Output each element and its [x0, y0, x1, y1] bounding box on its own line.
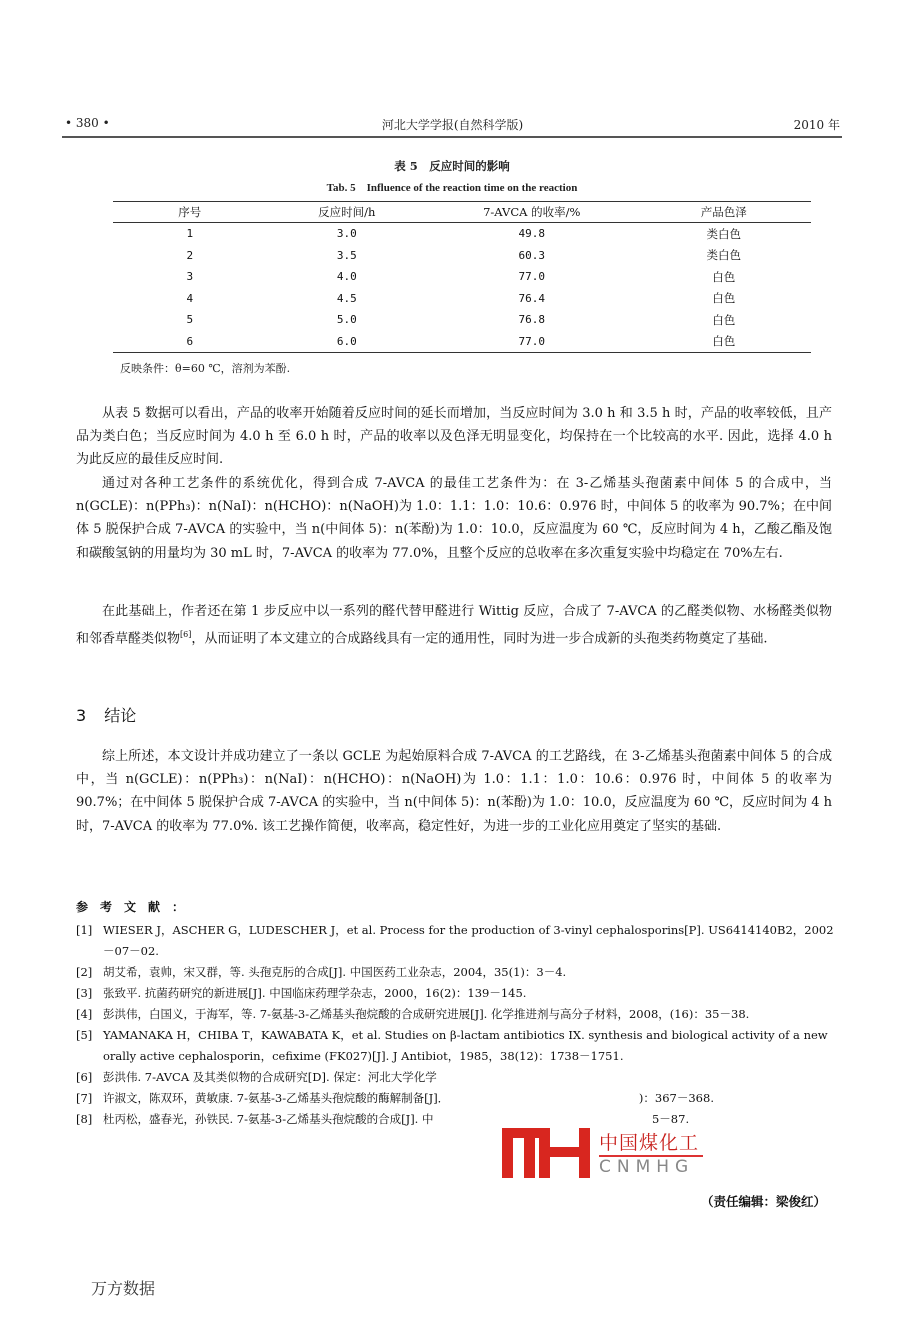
reference-text: YAMANAKA H，CHIBA T，KAWABATA K，et al. Studies on β-lactam antibiotics IX. synthesis and biological activity of a new orally active cephalosporin，cefixime (FK027)[J]. J Antibiot，1985，38(12)：1738－1751. [103, 1028, 828, 1063]
paragraph-text [76, 600, 832, 651]
cell-yield: 77.0 [518, 334, 546, 348]
cell-index: 5 [186, 313, 194, 327]
reference-index: [3] [76, 986, 93, 1000]
cell-yield: 49.8 [518, 227, 546, 241]
reference-item [76, 920, 836, 962]
column-header-time: 反应时间/h [318, 205, 376, 219]
journal-title: 河北大学学报(自然科学版) [381, 118, 524, 132]
reference-item [76, 962, 836, 983]
year: 2010 年 [793, 118, 840, 132]
table-note: 反映条件：θ=60 ℃，溶剂为苯酚. [120, 362, 291, 375]
watermark-text-en: CNMHG [599, 1157, 695, 1177]
table-row [113, 266, 811, 288]
table-row [113, 309, 811, 331]
header-rule [62, 136, 842, 138]
cell-yield: 76.8 [518, 313, 546, 327]
reference-index: [8] [76, 1112, 93, 1126]
cell-index: 3 [186, 270, 194, 284]
cell-time: 3.0 [336, 227, 357, 241]
cell-color: 类白色 [706, 248, 741, 263]
reference-item [76, 1109, 836, 1130]
reference-text: 杜丙松，盛春光，孙铁民. 7-氨基-3-乙烯基头孢烷酸的合成[J]. 中 5－87. [103, 1112, 690, 1126]
reference-index: [6] [76, 1070, 93, 1084]
citation-link[interactable]: [6] [180, 630, 192, 640]
paragraph-results [76, 402, 832, 472]
table-title-cn: 表 5 反应时间的影响 [394, 159, 510, 173]
paragraph-text: 从表 5 数据可以看出，产品的收率开始随着反应时间的延长而增加，当反应时间为 3.0 h 和 3.5 h 时，产品的收率较低，且产品为类白色；当反应时间为 4.0 h 至 6.0 h 时，产品的收率以及色泽无明显变化，均保持在一个比较高的水平. 因此，选择 4.0 h 为此反应的最佳反应时间. [76, 406, 832, 468]
table-row [113, 331, 811, 353]
reference-index: [2] [76, 965, 93, 979]
page-number: • 380 • [65, 116, 110, 130]
reference-index: [1] [76, 923, 93, 937]
reference-text: 彭洪伟，白国义，于海军，等. 7-氨基-3-乙烯基头孢烷酸的合成研究进展[J]. 化学推进剂与高分子材料，2008，(16)：35－38. [103, 1007, 750, 1021]
text-before-citation: 在此基础上，作者还在第 1 步反应中以一系列的醛代替甲醛进行 Wittig 反应，合成了 7-AVCA 的乙醛类似物、水杨醛类似物和邻香草醛类似物 [76, 604, 832, 647]
reference-index: [7] [76, 1091, 93, 1105]
cell-time: 5.0 [336, 313, 357, 327]
reference-text: WIESER J，ASCHER G，LUDESCHER J，et al. Process for the production of 3-vinyl cephalosporins[P]. US6414140B2，2002－07－02. [103, 923, 834, 958]
watermark-text-cn: 中国煤化工 [599, 1132, 700, 1154]
table-header-row [113, 202, 811, 223]
cell-index: 1 [186, 227, 194, 241]
cell-color: 白色 [712, 312, 736, 327]
text-after-citation: ，从而证明了本文建立的合成路线具有一定的通用性，同时为进一步合成新的头孢类药物奠定了基础. [191, 631, 768, 647]
responsible-editor: （责任编辑：梁俊红） [700, 1194, 826, 1209]
reference-item [76, 1067, 836, 1088]
reaction-time-table [113, 201, 811, 353]
paragraph-optimization [76, 472, 832, 565]
section-number: 3 [76, 706, 87, 725]
cell-index: 6 [186, 334, 194, 348]
cell-yield: 76.4 [518, 291, 546, 305]
reference-text: 彭洪伟. 7-AVCA 及其类似物的合成研究[D]. 保定：河北大学化学 [103, 1070, 437, 1084]
reference-index: [5] [76, 1028, 93, 1042]
table-title-en: Tab. 5 Influence of the reaction time on the reaction [326, 182, 578, 194]
reference-index: [4] [76, 1007, 93, 1021]
cell-time: 4.5 [336, 291, 357, 305]
table-row [113, 245, 811, 267]
paragraph-text: 综上所述，本文设计并成功建立了一条以 GCLE 为起始原料合成 7-AVCA 的工艺路线，在 3-乙烯基头孢菌素中间体 5 的合成中，当 n(GCLE)：n(PPh₃)：n(NaI)：n(HCHO)：n(NaOH)为 1.0：1.1：1.0：10.6：0.976 时，中间体 5 的收率为 90.7%；在中间体 5 脱保护合成 7-AVCA 的实验中，当 n(中间体 5)：n(苯酚)为 1.0：10.0，反应温度为 60 ℃，反应时间为 4 h 时，7-AVCA 的收率为 77.0%. 该工艺操作简便，收率高，稳定性好，为进一步的工业化应用奠定了坚实的基础. [76, 749, 832, 834]
paragraph-text: 通过对各种工艺条件的系统优化，得到合成 7-AVCA 的最佳工艺条件为：在 3-乙烯基头孢菌素中间体 5 的合成中，当 n(GCLE)：n(PPh₃)：n(NaI)：n(HCHO)：n(NaOH)为 1.0：1.1：1.0：10.6：0.976 时，中间体 5 的收率为 90.7%；在中间体 5 脱保护合成 7-AVCA 的实验中，当 n(中间体 5)：n(苯酚)为 1.0：10.0，反应温度为 60 ℃，反应时间为 4 h，乙酸乙酯及饱和碳酸氢钠的用量均为 30 mL 时，7-AVCA 的收率为 77.0%，且整个反应的总收率在多次重复实验中均稳定在 70%左右. [76, 476, 832, 561]
reference-item [76, 983, 836, 1004]
section-title: 结论 [104, 706, 137, 725]
table-row [113, 223, 811, 245]
cell-time: 3.5 [336, 248, 357, 262]
cell-color: 白色 [712, 269, 736, 284]
section-heading-conclusion [76, 703, 136, 726]
cell-index: 4 [186, 291, 194, 305]
running-header [65, 112, 840, 134]
cell-time: 6.0 [336, 334, 357, 348]
reference-text: 许淑文，陈双环，黄敏康. 7-氨基-3-乙烯基头孢烷酸的酶解制备[J]． )：367－368. [103, 1091, 714, 1105]
cell-yield: 60.3 [518, 248, 546, 262]
watermark-logo [502, 1128, 764, 1178]
reference-item [76, 1088, 836, 1109]
cnmhg-logo-icon [502, 1128, 590, 1178]
column-header-index: 序号 [178, 205, 202, 219]
cell-color: 白色 [712, 291, 736, 306]
references-heading: 参考文献： [76, 900, 197, 914]
reference-item [76, 1025, 836, 1067]
column-header-yield: 7-AVCA 的收率/% [483, 205, 581, 219]
cell-yield: 77.0 [518, 270, 546, 284]
reference-item [76, 1004, 836, 1025]
source-footer: 万方数据 [91, 1279, 156, 1298]
cell-index: 2 [186, 248, 194, 262]
table-row [113, 288, 811, 310]
column-header-color: 产品色泽 [700, 205, 747, 219]
cell-color: 白色 [712, 334, 736, 349]
cell-color: 类白色 [706, 226, 741, 241]
paragraph-conclusion [76, 745, 832, 838]
cell-time: 4.0 [336, 270, 357, 284]
reference-text: 胡艾希，袁帅，宋又群，等. 头孢克肟的合成[J]. 中国医药工业杂志，2004，35(1)：3－4. [103, 965, 567, 979]
reference-text: 张致平. 抗菌药研究的新进展[J]. 中国临床药理学杂志，2000，16(2)：139－145. [103, 986, 527, 1000]
paragraph-analogs [76, 600, 832, 651]
references-list [76, 920, 836, 1130]
